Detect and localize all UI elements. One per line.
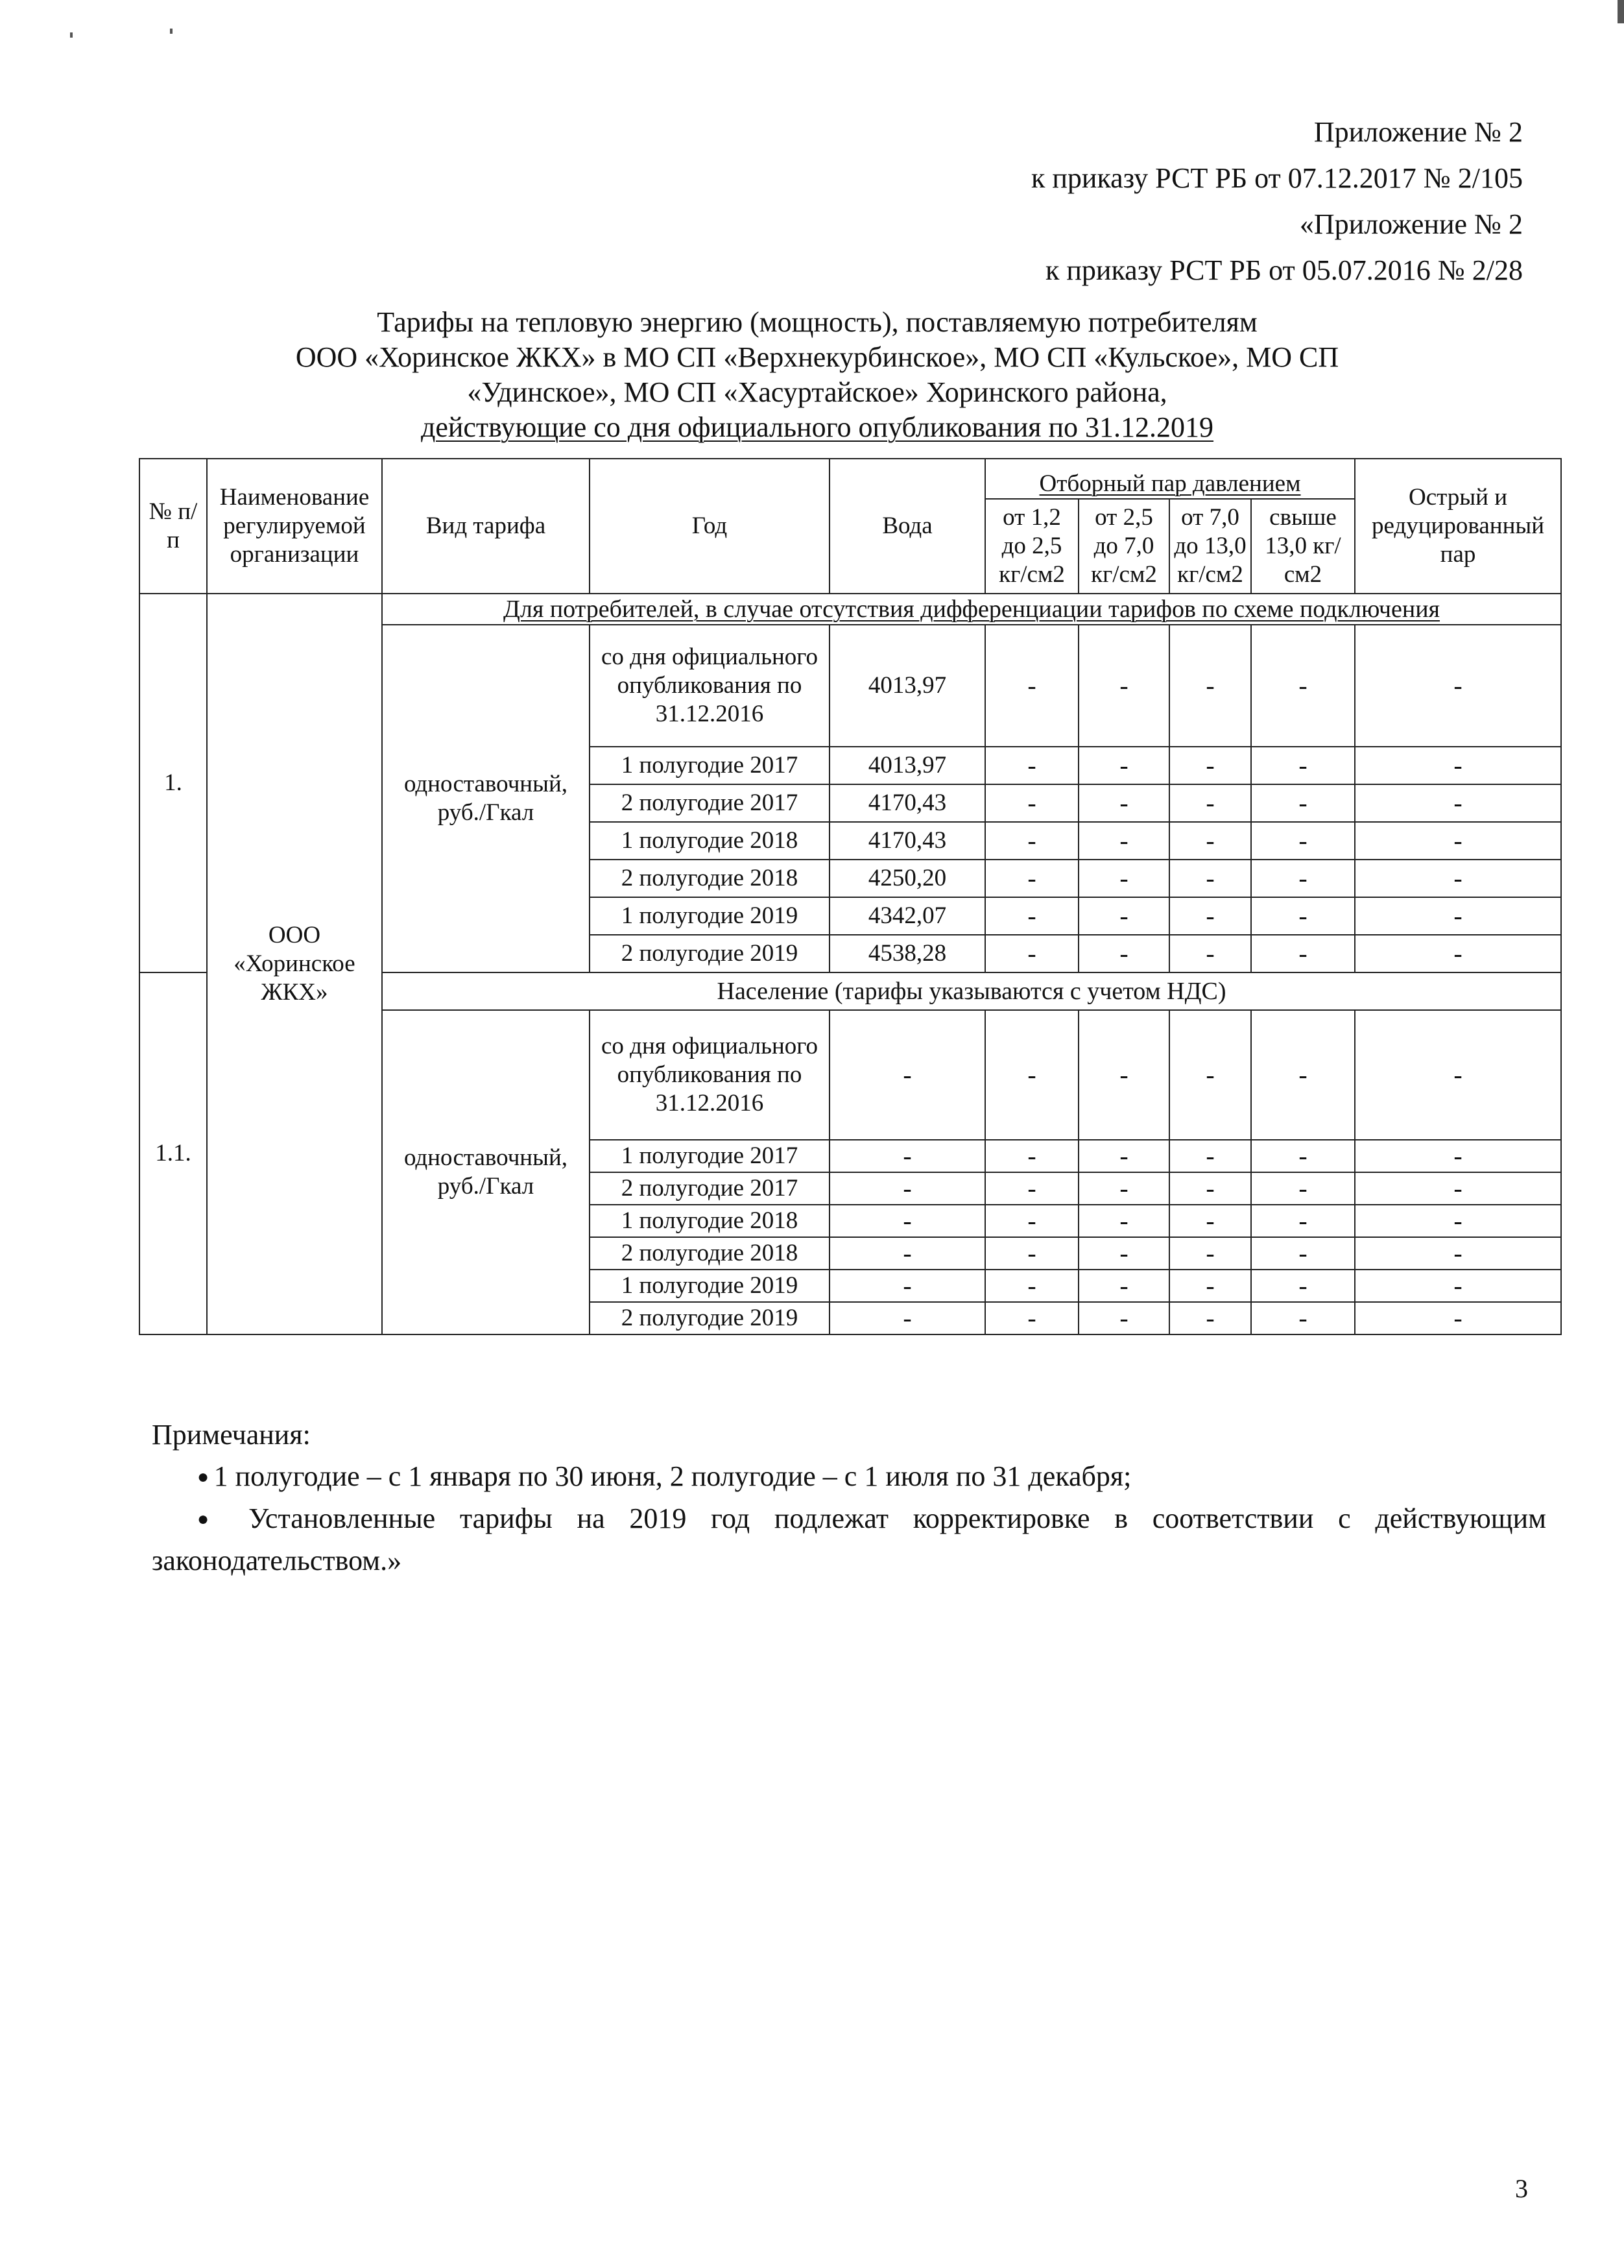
water-value: 4250,20 <box>830 860 985 897</box>
water-value: - <box>830 1205 985 1237</box>
dash-cell: - <box>985 822 1079 860</box>
dash-cell: - <box>1355 1237 1561 1270</box>
header-pressure-4: свыше 13,0 кг/см2 <box>1251 499 1355 594</box>
period-cell: 1 полугодие 2017 <box>590 1140 830 1172</box>
dash-cell: - <box>985 1237 1079 1270</box>
dash-cell: - <box>1251 1237 1355 1270</box>
period-cell: 2 полугодие 2019 <box>590 935 830 972</box>
appendix-line: к приказу РСТ РБ от 05.07.2016 № 2/28 <box>1045 254 1523 286</box>
dash-cell: - <box>1079 822 1169 860</box>
dash-cell: - <box>1169 1302 1251 1334</box>
dash-cell: - <box>985 1140 1079 1172</box>
dash-cell: - <box>985 1302 1079 1334</box>
dash-cell: - <box>985 860 1079 897</box>
dash-cell: - <box>1355 1010 1561 1140</box>
dash-cell: - <box>1251 822 1355 860</box>
period-cell: 2 полугодие 2019 <box>590 1302 830 1334</box>
dash-cell: - <box>1355 860 1561 897</box>
appendix-line: «Приложение № 2 <box>1299 208 1523 240</box>
header-pressure-3: от 7,0 до 13,0 кг/см2 <box>1169 499 1251 594</box>
header-sharp-steam: Острый и редуцированный пар <box>1355 459 1561 594</box>
dash-cell: - <box>985 625 1079 747</box>
notes-heading: Примечания: <box>152 1419 311 1451</box>
dash-cell: - <box>1355 935 1561 972</box>
dash-cell: - <box>1169 1140 1251 1172</box>
dash-cell: - <box>985 1205 1079 1237</box>
header-year: Год <box>590 459 830 594</box>
tariff-type: одноставочный, руб./Гкал <box>382 625 590 972</box>
header-steam-pressure <box>985 459 1355 499</box>
header-org: Наименование регулируемой организации <box>207 459 382 594</box>
header-steam-pressure-label: Отборный пар давлением <box>1039 470 1301 497</box>
water-value: 4170,43 <box>830 784 985 822</box>
dash-cell: - <box>1079 1302 1169 1334</box>
tariff-table <box>139 458 1562 1335</box>
header-num: № п/п <box>139 459 207 594</box>
section-heading: Население (тарифы указываются с учетом НДС) <box>382 972 1561 1010</box>
dash-cell: - <box>985 747 1079 784</box>
section-heading <box>382 594 1561 625</box>
dash-cell: - <box>1169 1270 1251 1302</box>
title-line: «Удинское», МО СП «Хасуртайское» Хоринского района, <box>467 376 1167 408</box>
water-value: 4013,97 <box>830 625 985 747</box>
dash-cell: - <box>1079 1172 1169 1205</box>
water-value: 4342,07 <box>830 897 985 935</box>
dash-cell: - <box>1355 1172 1561 1205</box>
water-value: - <box>830 1140 985 1172</box>
dash-cell: - <box>1169 625 1251 747</box>
period-cell: 1 полугодие 2019 <box>590 897 830 935</box>
period-cell: 1 полугодие 2018 <box>590 822 830 860</box>
period-cell: 1 полугодие 2017 <box>590 747 830 784</box>
period-cell: со дня официального опубликования по 31.12.2016 <box>590 625 830 747</box>
appendix-reference <box>615 109 1523 293</box>
dash-cell: - <box>1251 860 1355 897</box>
period-cell: 2 полугодие 2017 <box>590 1172 830 1205</box>
dash-cell: - <box>1079 625 1169 747</box>
dash-cell: - <box>1169 784 1251 822</box>
period-cell: 1 полугодие 2019 <box>590 1270 830 1302</box>
period-cell: со дня официального опубликования по 31.12.2016 <box>590 1010 830 1140</box>
header-tariff-type: Вид тарифа <box>382 459 590 594</box>
row-number: 1.1. <box>139 972 207 1334</box>
dash-cell: - <box>985 1010 1079 1140</box>
scan-speck <box>1618 0 1624 23</box>
dash-cell: - <box>1355 625 1561 747</box>
period-cell: 2 полугодие 2017 <box>590 784 830 822</box>
dash-cell: - <box>1251 1205 1355 1237</box>
dash-cell: - <box>1169 860 1251 897</box>
header-pressure-2: от 2,5 до 7,0 кг/см2 <box>1079 499 1169 594</box>
dash-cell: - <box>1169 897 1251 935</box>
dash-cell: - <box>1251 625 1355 747</box>
notes-section <box>152 1414 1546 1582</box>
dash-cell: - <box>1355 1205 1561 1237</box>
header-pressure-1: от 1,2 до 2,5 кг/см2 <box>985 499 1079 594</box>
dash-cell: - <box>1169 822 1251 860</box>
appendix-line: к приказу РСТ РБ от 07.12.2017 № 2/105 <box>1031 162 1523 194</box>
dash-cell: - <box>1251 1140 1355 1172</box>
header-water: Вода <box>830 459 985 594</box>
document-title <box>195 305 1440 445</box>
appendix-line: Приложение № 2 <box>1313 116 1523 148</box>
period-cell: 1 полугодие 2018 <box>590 1205 830 1237</box>
title-line: действующие со дня официального опубликования по 31.12.2019 <box>420 411 1214 443</box>
dash-cell: - <box>985 1172 1079 1205</box>
water-value: 4170,43 <box>830 822 985 860</box>
dash-cell: - <box>1169 1172 1251 1205</box>
note-item: ● 1 полугодие – с 1 января по 30 июня, 2 полугодие – с 1 июля по 31 декабря; <box>152 1456 1546 1498</box>
tariff-type: одноставочный, руб./Гкал <box>382 1010 590 1334</box>
period-cell: 2 полугодие 2018 <box>590 860 830 897</box>
dash-cell: - <box>1355 1140 1561 1172</box>
scan-speck <box>70 32 73 38</box>
row-number: 1. <box>139 594 207 972</box>
section-heading-label: Для потребителей, в случае отсутствия дифференциации тарифов по схеме подключения <box>503 596 1440 623</box>
water-value: - <box>830 1010 985 1140</box>
dash-cell: - <box>1079 1237 1169 1270</box>
dash-cell: - <box>985 1270 1079 1302</box>
period-cell: 2 полугодие 2018 <box>590 1237 830 1270</box>
dash-cell: - <box>1169 1205 1251 1237</box>
title-line: Тарифы на тепловую энергию (мощность), поставляемую потребителям <box>377 306 1258 338</box>
dash-cell: - <box>1079 935 1169 972</box>
page-number: 3 <box>1515 2174 1528 2203</box>
dash-cell: - <box>1079 897 1169 935</box>
dash-cell: - <box>1169 1237 1251 1270</box>
dash-cell: - <box>1079 1270 1169 1302</box>
dash-cell: - <box>1251 935 1355 972</box>
dash-cell: - <box>1251 747 1355 784</box>
dash-cell: - <box>1169 935 1251 972</box>
dash-cell: - <box>1079 860 1169 897</box>
dash-cell: - <box>985 897 1079 935</box>
organization-name: ООО «Хоринское ЖКХ» <box>207 594 382 1334</box>
dash-cell: - <box>1079 784 1169 822</box>
water-value: - <box>830 1237 985 1270</box>
dash-cell: - <box>1251 1172 1355 1205</box>
title-line: ООО «Хоринское ЖКХ» в МО СП «Верхнекурбинское», МО СП «Кульское», МО СП <box>295 341 1339 373</box>
water-value: 4538,28 <box>830 935 985 972</box>
scan-speck <box>170 29 173 34</box>
dash-cell: - <box>985 935 1079 972</box>
dash-cell: - <box>1251 1010 1355 1140</box>
dash-cell: - <box>1355 897 1561 935</box>
dash-cell: - <box>1079 747 1169 784</box>
water-value: 4013,97 <box>830 747 985 784</box>
dash-cell: - <box>1251 1302 1355 1334</box>
dash-cell: - <box>1251 1270 1355 1302</box>
dash-cell: - <box>985 784 1079 822</box>
dash-cell: - <box>1251 897 1355 935</box>
dash-cell: - <box>1355 1270 1561 1302</box>
dash-cell: - <box>1355 1302 1561 1334</box>
dash-cell: - <box>1355 747 1561 784</box>
dash-cell: - <box>1169 747 1251 784</box>
dash-cell: - <box>1355 822 1561 860</box>
dash-cell: - <box>1251 784 1355 822</box>
dash-cell: - <box>1169 1010 1251 1140</box>
dash-cell: - <box>1079 1010 1169 1140</box>
dash-cell: - <box>1079 1205 1169 1237</box>
water-value: - <box>830 1172 985 1205</box>
note-item: ● Установленные тарифы на 2019 год подлежат корректировке в соответствии с действующим законодательством.» <box>152 1498 1546 1582</box>
dash-cell: - <box>1355 784 1561 822</box>
water-value: - <box>830 1302 985 1334</box>
water-value: - <box>830 1270 985 1302</box>
dash-cell: - <box>1079 1140 1169 1172</box>
